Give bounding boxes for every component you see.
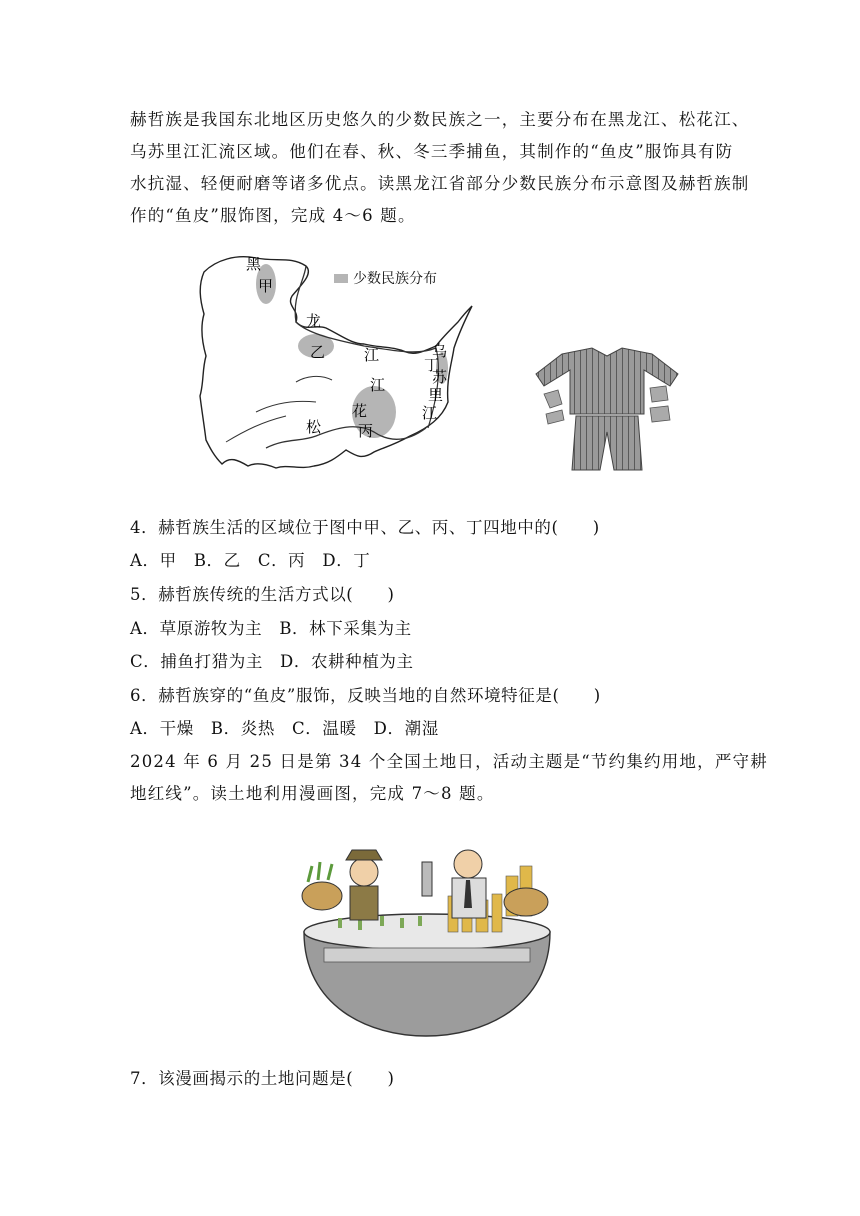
passage-line: 作的“鱼皮”服饰图，完成 4～6 题。 <box>130 206 416 225</box>
shoe <box>650 406 670 422</box>
label-long: 龙 <box>306 312 322 330</box>
tributary-river <box>296 376 332 382</box>
passage-line: 乌苏里江汇流区域。他们在春、秋、冬三季捕鱼，其制作的“鱼皮”服饰具有防 <box>130 142 734 161</box>
passage-land-day <box>130 746 768 810</box>
label-hua: 花 <box>352 402 368 420</box>
label-jiang1: 江 <box>364 346 380 364</box>
passage-line: 赫哲族是我国东北地区历史悠久的少数民族之一，主要分布在黑龙江、松花江、 <box>130 110 750 129</box>
shoe <box>546 410 564 424</box>
passage-line: 水抗湿、轻便耐磨等诸多优点。读黑龙江省部分少数民族分布示意图及赫哲族制 <box>130 174 750 193</box>
label-wu: 乌 <box>432 342 448 360</box>
question-7-stem: 7．该漫画揭示的土地问题是( ) <box>130 1069 395 1088</box>
glove <box>650 386 668 402</box>
label-li: 里 <box>428 386 444 404</box>
legend-label: 少数民族分布 <box>353 271 437 287</box>
tributary-river <box>256 401 316 412</box>
passage-hezhe <box>130 104 750 232</box>
tributary-river <box>226 416 286 442</box>
question-5-stem: 5．赫哲族传统的生活方式以( ) <box>130 585 395 604</box>
question-4-options: A．甲 B．乙 C．丙 D．丁 <box>130 551 371 570</box>
question-6-stem: 6．赫哲族穿的“鱼皮”服饰，反映当地的自然环境特征是( ) <box>130 686 601 705</box>
label-jiang2: 江 <box>370 376 386 394</box>
legend-swatch <box>334 274 348 283</box>
question-4-stem: 4．赫哲族生活的区域位于图中甲、乙、丙、丁四地中的( ) <box>130 518 600 537</box>
question-6-options: A．干燥 B．炎热 C．温暖 D．潮湿 <box>130 719 439 738</box>
heilongjiang-minority-map <box>196 252 480 484</box>
label-ding: 丁 <box>424 356 440 374</box>
label-hei: 黑 <box>246 255 262 273</box>
label-song: 松 <box>306 418 322 436</box>
question-5-options-cd: C．捕鱼打猎为主 D．农耕种植为主 <box>130 652 414 671</box>
label-su: 苏 <box>432 368 448 386</box>
land-use-cartoon-image <box>298 836 556 1040</box>
label-jia: 甲 <box>258 277 274 295</box>
glove <box>544 390 562 408</box>
label-yi: 乙 <box>310 343 326 361</box>
trousers <box>572 416 642 470</box>
question-5-options-ab: A．草原游牧为主 B．林下采集为主 <box>130 619 412 638</box>
fish-skin-costume-image <box>532 344 682 476</box>
label-jiang3: 江 <box>422 404 438 422</box>
bowl-pattern-band <box>324 948 530 962</box>
farmer-figure <box>302 850 382 920</box>
passage-line: 2024 年 6 月 25 日是第 34 个全国土地日，活动主题是“节约集约用地，严守耕 <box>130 752 768 771</box>
songhua-river <box>266 427 426 448</box>
passage-line: 地红线”。读土地利用漫画图，完成 7～8 题。 <box>130 784 495 803</box>
label-bing: 丙 <box>358 422 374 440</box>
